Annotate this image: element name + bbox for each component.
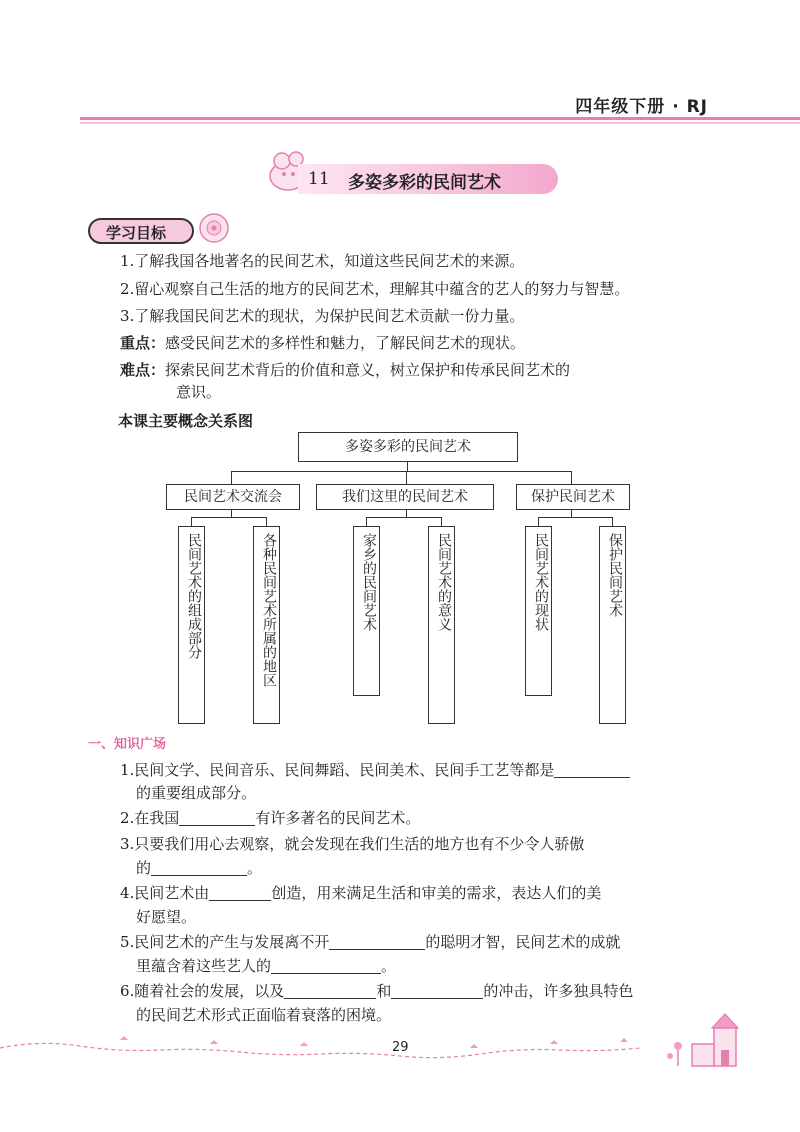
concept-map-leaf: 各种民间艺术所属的地区 — [253, 526, 280, 724]
question-text: 创造，用来满足生活和审美的需求，表达人们的美 — [271, 884, 602, 902]
question-text: 2.在我国 — [120, 809, 180, 827]
difficult-point — [120, 360, 570, 380]
question-4-cont: 好愿望。 — [136, 908, 197, 926]
page-number: 29 — [392, 1040, 409, 1055]
concept-map-leaf: 保护民间艺术 — [599, 526, 626, 724]
concept-map-leaf: 民间艺术的现状 — [525, 526, 552, 696]
connector-line — [441, 517, 442, 526]
question-text: 6.随着社会的发展，以及 — [120, 982, 285, 1000]
answer-blank[interactable] — [179, 809, 255, 826]
answer-blank[interactable] — [151, 859, 247, 876]
question-text: 5.民间艺术的产生与发展离不开 — [120, 933, 330, 951]
key-point-label: 重点： — [120, 334, 166, 352]
question-text: 的 — [136, 859, 152, 877]
section-tag-learning-goals — [88, 218, 194, 244]
question-text: 里蕴含着这些艺人的 — [136, 957, 272, 975]
concept-map-branch: 民间艺术交流会 — [166, 484, 300, 510]
difficult-point-label: 难点： — [120, 361, 166, 379]
question-2 — [120, 806, 420, 830]
answer-blank[interactable] — [554, 761, 630, 778]
answer-blank[interactable] — [329, 933, 425, 950]
question-text: 的聪明才智，民间艺术的成就 — [425, 933, 621, 951]
question-3: 3.只要我们用心去观察，就会发现在我们生活的地方也有不少令人骄傲 — [120, 835, 585, 853]
connector-line — [406, 471, 407, 484]
question-5 — [120, 930, 620, 954]
question-3-cont — [136, 856, 262, 880]
answer-blank[interactable] — [284, 982, 376, 999]
connector-line — [612, 517, 613, 526]
flower-icon — [196, 210, 232, 246]
header-grade: 四年级下册 · RJ — [575, 97, 708, 117]
key-point-text: 感受民间艺术的多样性和魅力，了解民间艺术的现状。 — [165, 334, 526, 352]
concept-map-leaf: 家乡的民间艺术 — [353, 526, 380, 696]
question-5-cont — [136, 954, 396, 978]
concept-map-root: 多姿多彩的民间艺术 — [298, 432, 518, 462]
lesson-title: 多姿多彩的民间艺术 — [348, 173, 501, 193]
goal-1: 1.了解我国各地著名的民间艺术，知道这些民间艺术的来源。 — [120, 252, 525, 270]
question-text: 的冲击，许多独具特色 — [483, 982, 634, 1000]
question-text: 。 — [247, 859, 263, 877]
question-text: 有许多著名的民间艺术。 — [255, 809, 421, 827]
question-text: 和 — [376, 982, 392, 1000]
answer-blank[interactable] — [209, 884, 271, 901]
question-text: 1.民间文学、民间音乐、民间舞蹈、民间美术、民间手工艺等都是 — [120, 761, 555, 779]
question-4 — [120, 881, 601, 905]
header-divider-secondary — [80, 122, 800, 124]
connector-line — [571, 471, 572, 484]
question-1-cont: 的重要组成部分。 — [136, 784, 257, 802]
concept-map-leaf: 民间艺术的意义 — [428, 526, 455, 724]
section-heading-knowledge: 一、知识广场 — [88, 737, 167, 752]
connector-line — [366, 517, 442, 518]
question-text: 4.民间艺术由 — [120, 884, 210, 902]
concept-map-title: 本课主要概念关系图 — [118, 412, 254, 430]
connector-line — [366, 517, 367, 526]
connector-line — [231, 471, 572, 472]
question-6-cont: 的民间艺术形式正面临着衰落的困境。 — [136, 1006, 392, 1024]
connector-line — [231, 471, 232, 484]
house-decoration-icon — [664, 1010, 744, 1070]
connector-line — [538, 517, 539, 526]
key-point — [120, 333, 525, 353]
question-text: 。 — [381, 957, 397, 975]
difficult-point-line2: 意识。 — [176, 383, 222, 401]
goal-3: 3.了解我国民间艺术的现状，为保护民间艺术贡献一份力量。 — [120, 307, 525, 325]
answer-blank[interactable] — [391, 982, 483, 999]
difficult-point-text: 探索民间艺术背后的价值和意义，树立保护和传承民间艺术的 — [165, 361, 571, 379]
section-tag-label: 学习目标 — [106, 224, 167, 242]
concept-map-branch: 我们这里的民间艺术 — [316, 484, 494, 510]
question-1 — [120, 758, 630, 782]
connector-line — [538, 517, 613, 518]
question-6 — [120, 979, 633, 1003]
connector-line — [266, 517, 267, 526]
connector-line — [191, 517, 267, 518]
concept-map-leaf: 民间艺术的组成部分 — [178, 526, 205, 724]
header-divider — [80, 117, 800, 120]
connector-line — [191, 517, 192, 526]
lesson-number: 11 — [308, 169, 330, 189]
answer-blank[interactable] — [271, 957, 381, 974]
goal-2: 2.留心观察自己生活的地方的民间艺术，理解其中蕴含的艺人的努力与智慧。 — [120, 280, 630, 298]
concept-map-branch: 保护民间艺术 — [516, 484, 630, 510]
